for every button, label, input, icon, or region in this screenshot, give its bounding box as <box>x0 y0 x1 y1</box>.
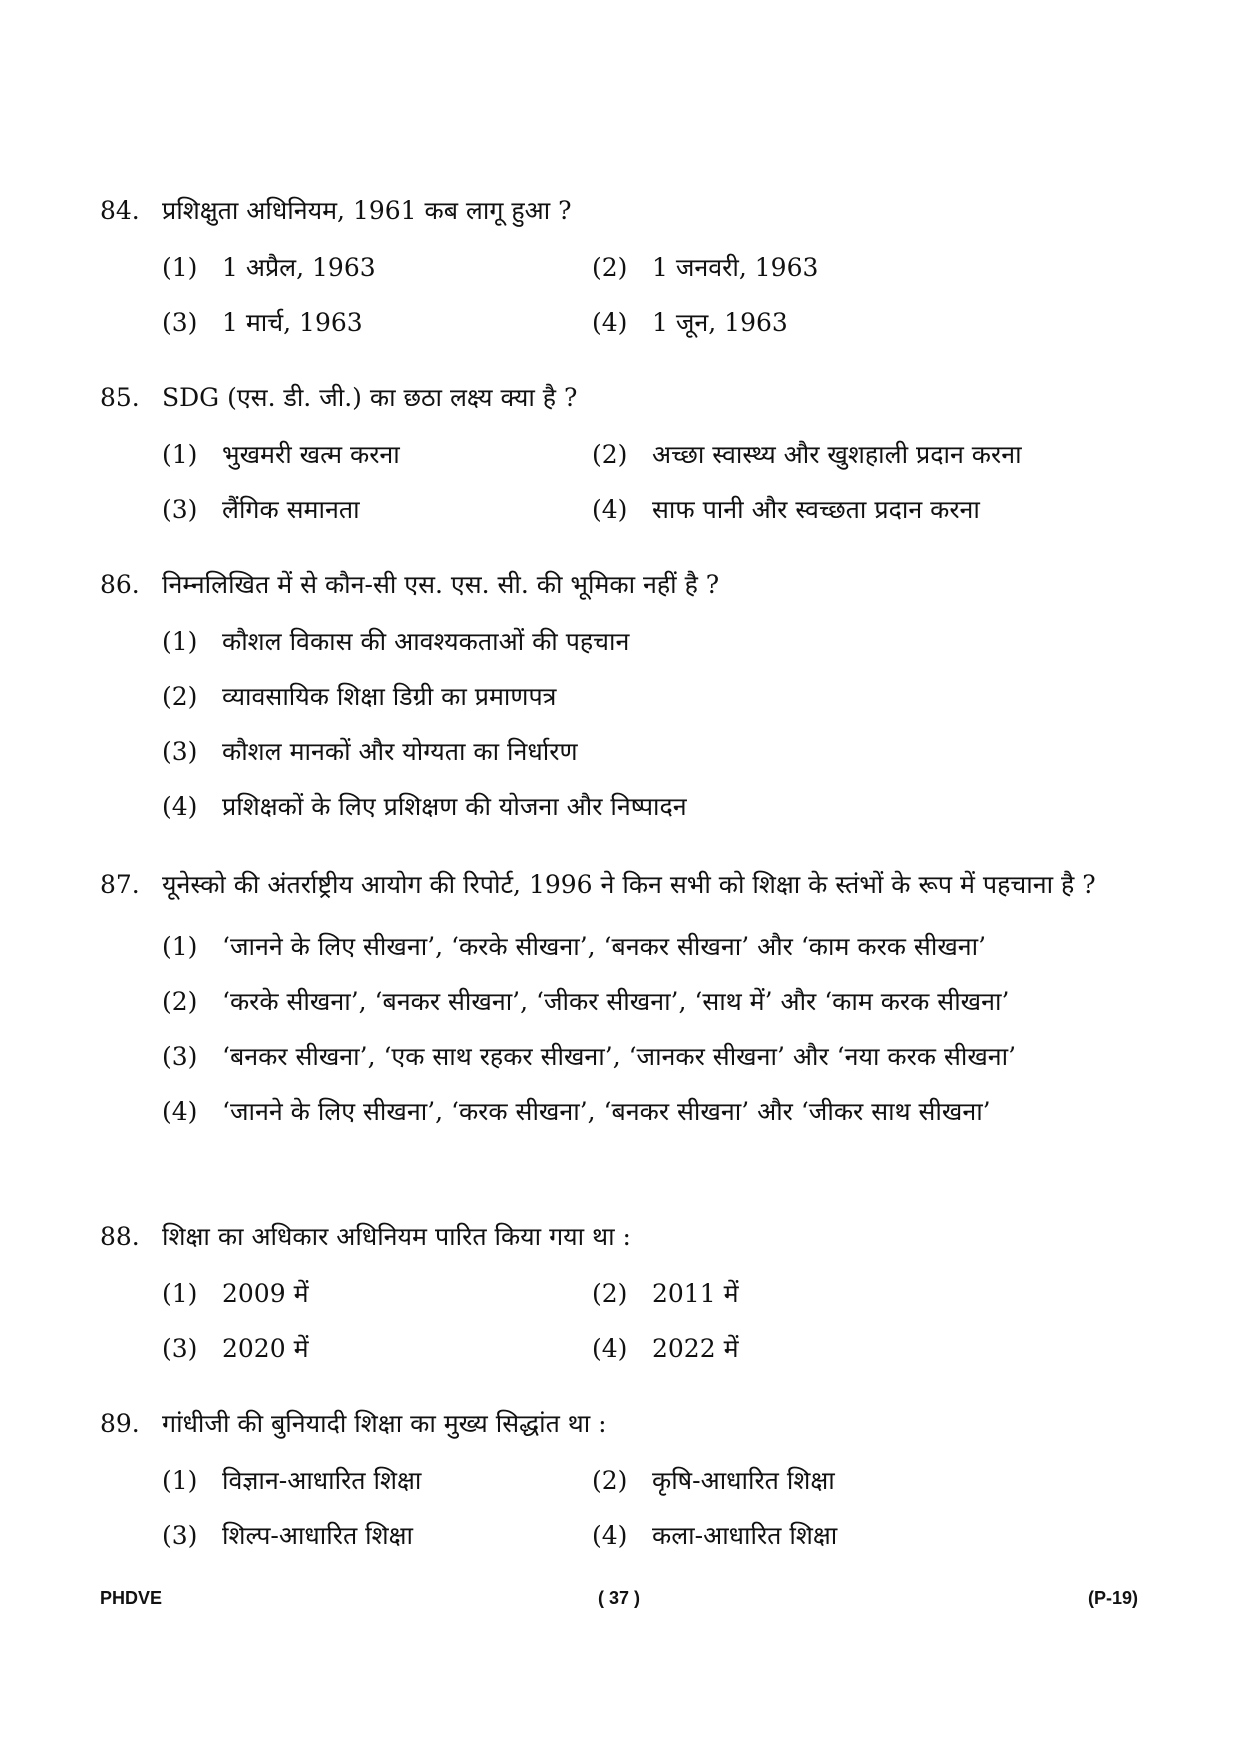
option-text: 1 जून, 1963 <box>652 308 788 337</box>
option-text: कृषि-आधारित शिक्षा <box>652 1466 835 1495</box>
options <box>162 240 1150 350</box>
option <box>162 669 1150 724</box>
option <box>592 295 1092 350</box>
option-number: (4) <box>162 1097 198 1126</box>
option-number: (2) <box>592 1466 628 1495</box>
option-number: (3) <box>162 308 198 337</box>
option-number: (1) <box>162 440 198 469</box>
option <box>592 1266 1092 1321</box>
option-number: (2) <box>592 440 628 469</box>
option <box>162 427 592 482</box>
option-text: 2020 में <box>222 1334 309 1363</box>
page-footer <box>100 1588 1138 1618</box>
option <box>162 919 1150 974</box>
option-number: (4) <box>592 1521 628 1550</box>
option-number: (2) <box>162 987 198 1016</box>
question-88 <box>100 1212 1150 1376</box>
option <box>162 1508 592 1563</box>
option-text: ‘करके सीखना’, ‘बनकर सीखना’, ‘जीकर सीखना’, ‘साथ में’ और ‘काम करक सीखना’ <box>222 987 1010 1016</box>
option-text: ‘जानने के लिए सीखना’, ‘करक सीखना’, ‘बनकर सीखना’ और ‘जीकर साथ सीखना’ <box>222 1097 991 1126</box>
question-text: प्रशिक्षुता अधिनियम, 1961 कब लागू हुआ ? <box>162 196 572 225</box>
option-number: (1) <box>162 932 198 961</box>
option <box>162 779 1150 834</box>
footer-paper-code: PHDVE <box>100 1588 163 1608</box>
option-text: व्यावसायिक शिक्षा डिग्री का प्रमाणपत्र <box>222 682 557 711</box>
option-text: 2022 में <box>652 1334 739 1363</box>
question-number: 87. <box>100 870 140 899</box>
option-number: (2) <box>592 253 628 282</box>
option <box>592 240 1092 295</box>
question-number: 88. <box>100 1222 140 1251</box>
question-89 <box>100 1399 1150 1563</box>
option-number: (2) <box>162 682 198 711</box>
option <box>162 1084 1150 1139</box>
option <box>592 1321 1092 1376</box>
option <box>162 724 1150 779</box>
question-84 <box>100 186 1150 350</box>
question-86 <box>100 560 1150 834</box>
question-text: गांधीजी की बुनियादी शिक्षा का मुख्य सिद्धांत था : <box>162 1409 607 1438</box>
question-number: 86. <box>100 570 140 599</box>
footer-series-code: (P-19) <box>1087 1588 1138 1608</box>
question-number: 89. <box>100 1409 140 1438</box>
option-text: कौशल विकास की आवश्यकताओं की पहचान <box>222 627 630 656</box>
option <box>592 427 1092 482</box>
option-number: (2) <box>592 1279 628 1308</box>
options <box>162 427 1150 537</box>
option-number: (1) <box>162 1279 198 1308</box>
option <box>162 240 592 295</box>
option-text: 2009 में <box>222 1279 309 1308</box>
question-text: निम्नलिखित में से कौन-सी एस. एस. सी. की भूमिका नहीं है ? <box>162 570 720 599</box>
option <box>592 1508 1092 1563</box>
option-text: कौशल मानकों और योग्यता का निर्धारण <box>222 737 578 766</box>
option-text: अच्छा स्वास्थ्य और खुशहाली प्रदान करना <box>652 440 1022 469</box>
footer-page-number: ( 37 ) <box>597 1588 640 1608</box>
option <box>592 1453 1092 1508</box>
option-text: लैंगिक समानता <box>222 495 360 524</box>
option <box>162 295 592 350</box>
question-85 <box>100 373 1150 537</box>
option-number: (3) <box>162 1521 198 1550</box>
option-number: (4) <box>592 308 628 337</box>
option-number: (1) <box>162 253 198 282</box>
option-text: ‘जानने के लिए सीखना’, ‘करके सीखना’, ‘बनकर सीखना’ और ‘काम करक सीखना’ <box>222 932 987 961</box>
option-number: (3) <box>162 495 198 524</box>
option-number: (4) <box>162 792 198 821</box>
option-number: (4) <box>592 495 628 524</box>
option-number: (3) <box>162 737 198 766</box>
question-text: शिक्षा का अधिकार अधिनियम पारित किया गया था : <box>162 1222 631 1251</box>
option-text: शिल्प-आधारित शिक्षा <box>222 1521 414 1550</box>
option-number: (4) <box>592 1334 628 1363</box>
option-number: (1) <box>162 1466 198 1495</box>
option-text: साफ पानी और स्वच्छता प्रदान करना <box>652 495 980 524</box>
option-number: (1) <box>162 627 198 656</box>
option <box>162 482 592 537</box>
question-number: 85. <box>100 383 140 412</box>
option-text: विज्ञान-आधारित शिक्षा <box>222 1466 422 1495</box>
option-text: 2011 में <box>652 1279 739 1308</box>
options <box>162 1266 1150 1376</box>
question-text: SDG (एस. डी. जी.) का छठा लक्ष्य क्या है ? <box>162 383 578 412</box>
option-text: 1 अप्रैल, 1963 <box>222 253 376 282</box>
option <box>162 1266 592 1321</box>
option-number: (3) <box>162 1042 198 1071</box>
option-text: कला-आधारित शिक्षा <box>652 1521 838 1550</box>
option-text: भुखमरी खत्म करना <box>222 440 400 469</box>
option <box>162 1029 1150 1084</box>
option <box>162 1453 592 1508</box>
option <box>162 614 1150 669</box>
option-text: 1 जनवरी, 1963 <box>652 253 819 282</box>
option-text: 1 मार्च, 1963 <box>222 308 363 337</box>
option-text: प्रशिक्षकों के लिए प्रशिक्षण की योजना और निष्पादन <box>222 792 687 821</box>
option <box>592 482 1092 537</box>
option <box>162 974 1150 1029</box>
option-number: (3) <box>162 1334 198 1363</box>
question-text: यूनेस्को की अंतर्राष्ट्रीय आयोग की रिपोर्ट, 1996 ने किन सभी को शिक्षा के स्तंभों के रूप में पहचाना है ? <box>162 870 1096 899</box>
option <box>162 1321 592 1376</box>
option-text: ‘बनकर सीखना’, ‘एक साथ रहकर सीखना’, ‘जानकर सीखना’ और ‘नया करक सीखना’ <box>222 1042 1017 1071</box>
options <box>162 1453 1150 1563</box>
question-number: 84. <box>100 196 140 225</box>
question-87 <box>100 860 1150 1139</box>
options <box>162 919 1150 1139</box>
options <box>162 614 1150 834</box>
